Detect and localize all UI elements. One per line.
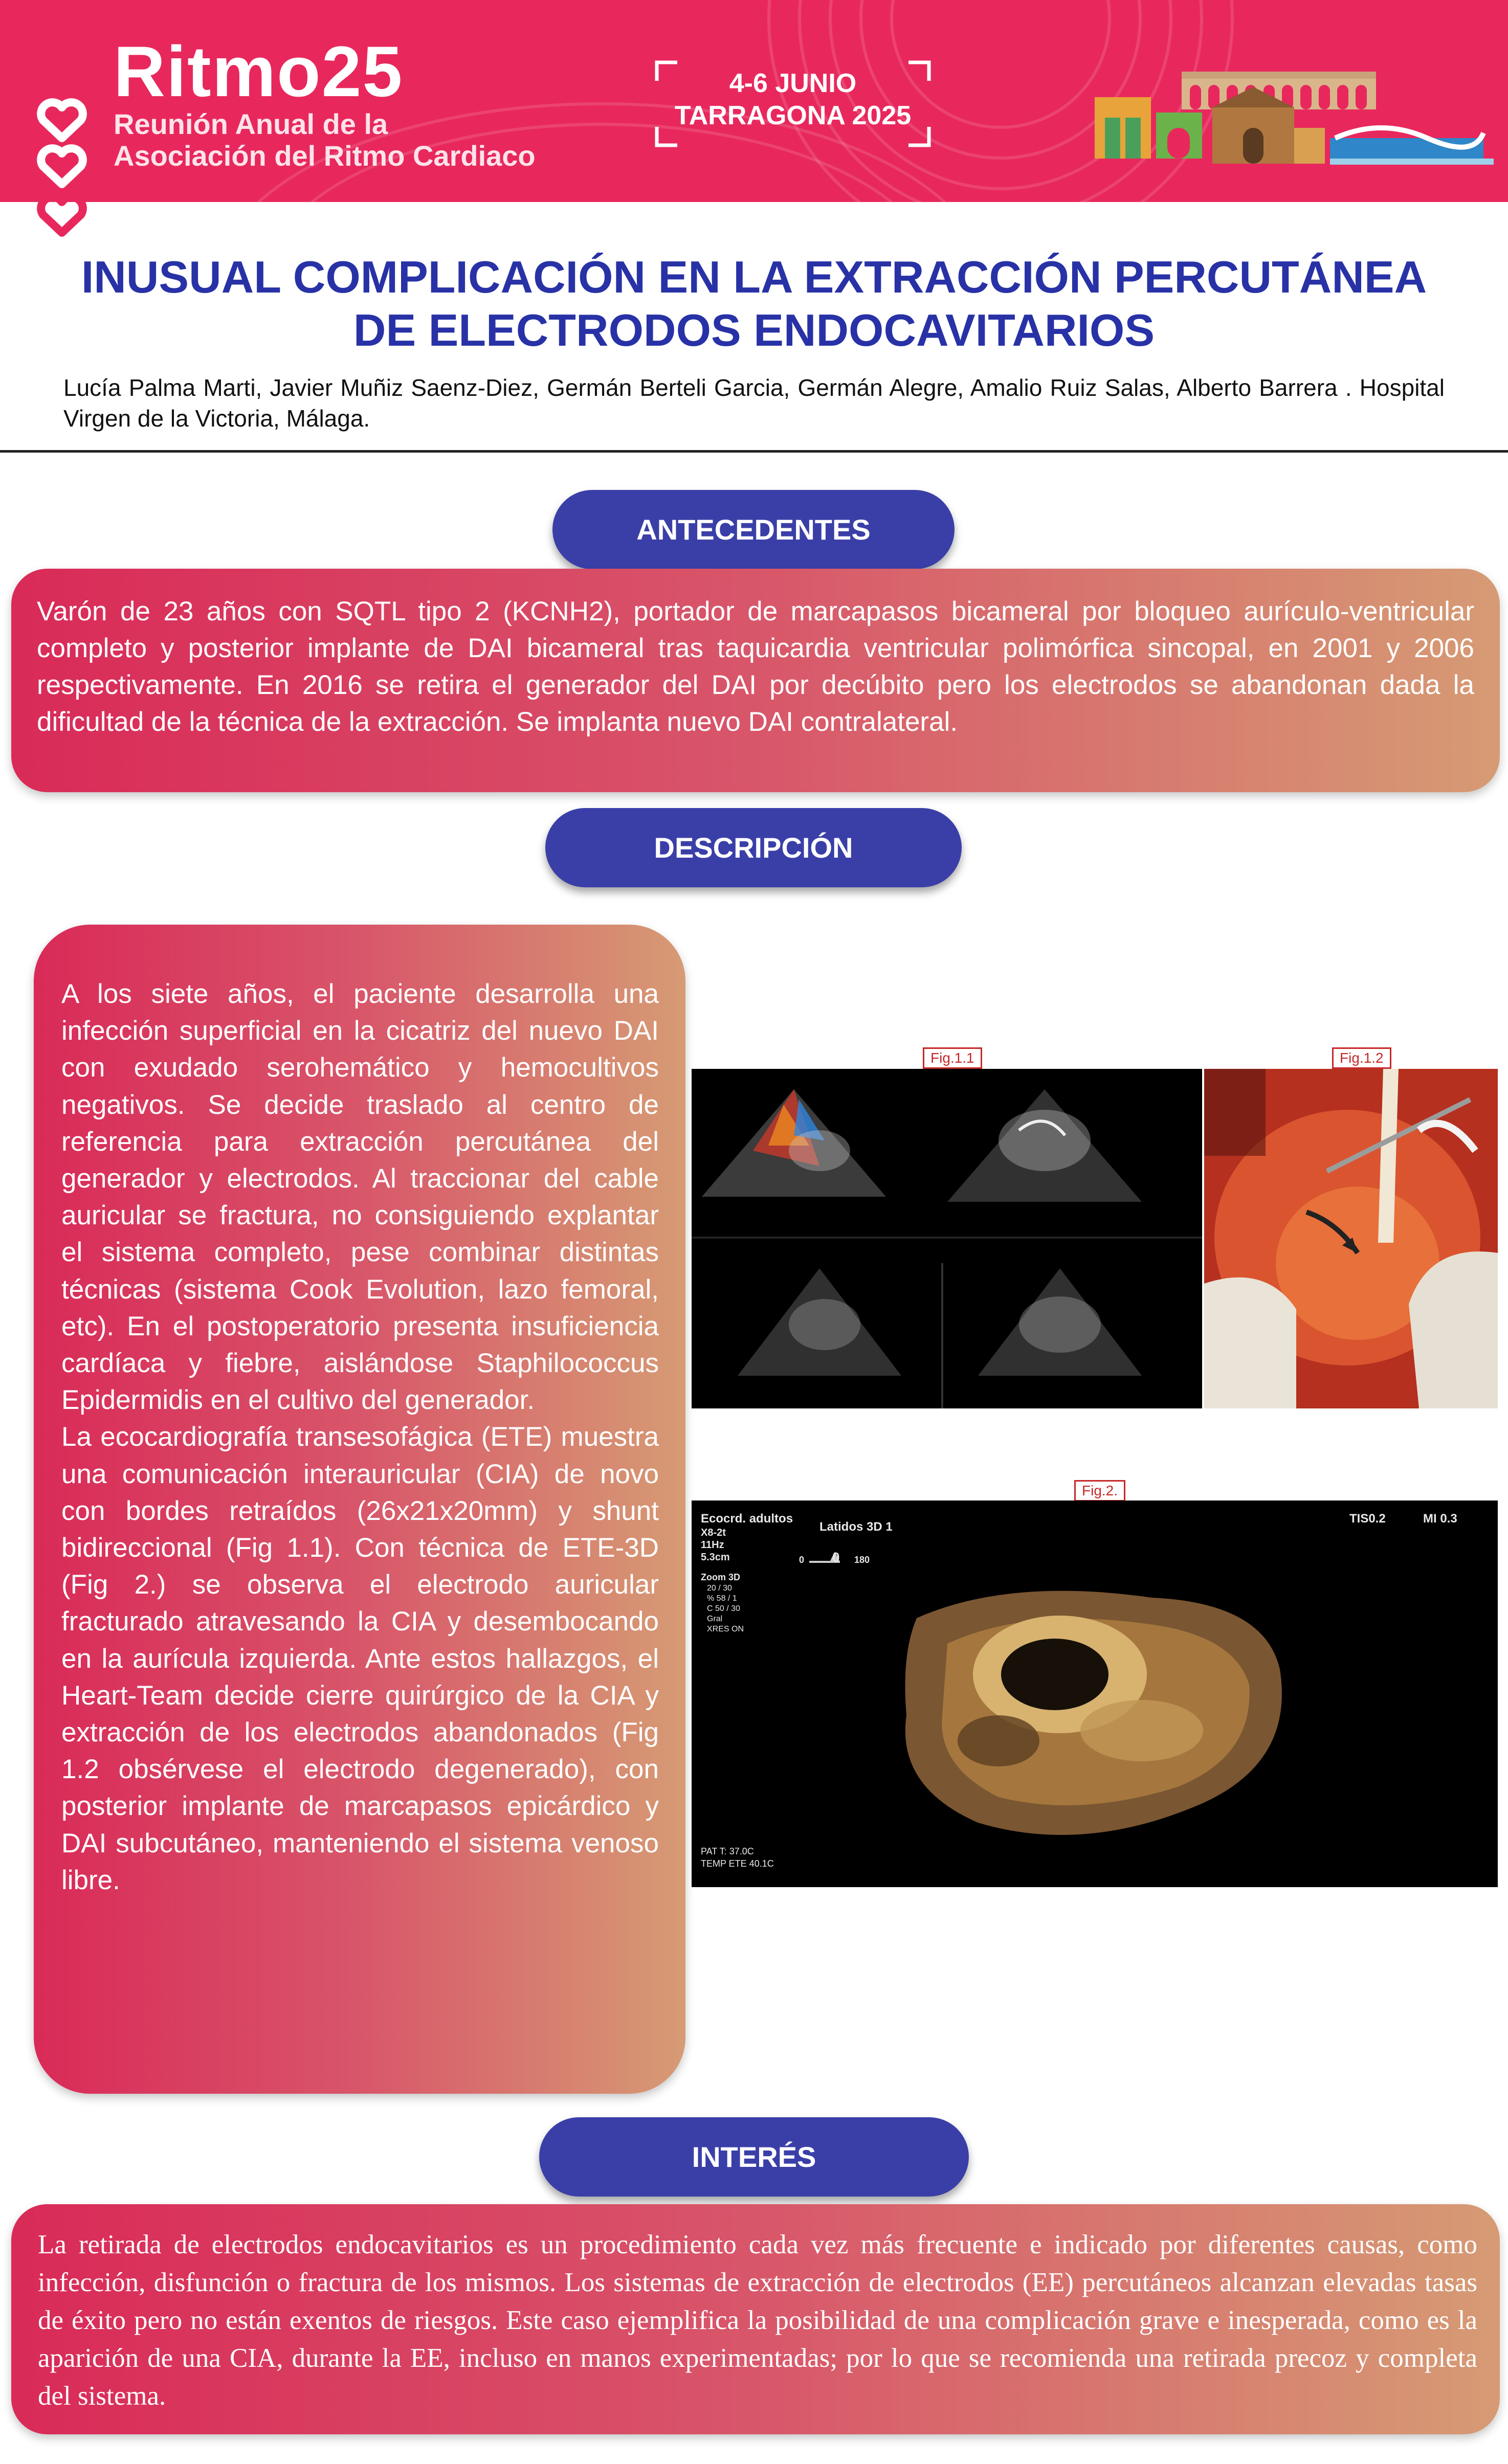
echo-zoom: Zoom 3D	[701, 1572, 741, 1582]
descripcion-paragraph-1: A los siete años, el paciente desarrolla una infección superficial en la cicatriz del nuevo DAI con exudado serohemático y hemocultivos negativos. Se decide traslado al centro de referencia para extracción percutánea del generador y electrodos. Al traccionar del cable auricular se fractura, no consiguiendo explantar el sistema completo, pese combinar distintas técnicas (sistema Cook Evolution, lazo femoral, etc). En el postoperatorio presenta insuficiencia cardíaca y fiebre, aislándose Staphilococcus Epidermidis en el cultivo del generador.	[61, 979, 659, 1416]
antecedentes-box	[11, 569, 1500, 792]
echo-mi: MI 0.3	[1423, 1512, 1457, 1526]
echo-panels-image	[692, 1069, 1202, 1408]
echo-scale-value: 0	[832, 1550, 840, 1565]
figure-1-2-surgery-photo	[1204, 1069, 1498, 1408]
poster-title	[41, 251, 1467, 357]
logo-title: Ritmo25	[114, 31, 404, 111]
poster-title-line2: DE ELECTRODOS ENDOCAVITARIOS	[353, 305, 1155, 355]
figure-label-1-1: Fig.1.1	[923, 1047, 982, 1069]
authors: Lucía Palma Marti, Javier Muñiz Saenz-Diez, Germán Berteli Garcia, Germán Alegre, Amalio Ruiz Salas, Alberto Barrera . Hospital Virgen de la Victoria, Málaga.	[63, 374, 1445, 432]
echo-settings: 20 / 30 % 58 / 1 C 50 / 30 Gral XRES ON	[707, 1584, 744, 1633]
event-dates: 4-6 JUNIO	[729, 69, 857, 98]
antecedentes-text: Varón de 23 años con SQTL tipo 2 (KCNH2), portador de marcapasos bicameral por bloqueo aurículo-ventricular completo y posterior implante de DAI bicameral tras taquicardia ventricular polimórfica sincopal, en 2001 y 2006 respectivamente. En 2016 se retira el generador del DAI por decúbito pero los electrodos se abandonan dada la dificultad de la técnica de la extracción. Se implanta nuevo DAI contralateral.	[37, 596, 1474, 737]
echo-probe: X8-2t	[701, 1527, 726, 1538]
echo-frequency: 11Hz	[701, 1539, 724, 1551]
figure-1-1-echo	[692, 1069, 1202, 1408]
echo-3d-mode: Latidos 3D 1	[819, 1520, 893, 1534]
echo-mode-label: Ecocrd. adultos	[701, 1512, 793, 1526]
surgery-photo-image	[1204, 1069, 1498, 1408]
echo-scale-max: 180	[854, 1555, 870, 1565]
echo-tis: TIS0.2	[1349, 1512, 1386, 1526]
header-banner	[0, 0, 1508, 202]
poster-title-line1: INUSUAL COMPLICACIÓN EN LA EXTRACCIÓN PERCUTÁNEA	[81, 252, 1427, 302]
logo-subtitle-line2: Asociación del Ritmo Cardiaco	[114, 140, 536, 172]
tarragona-monuments-icon	[1095, 61, 1494, 189]
interes-text: La retirada de electrodos endocavitarios es un procedimiento cada vez más frecuente e indicado por diferentes causas, como infección, disfunción o fractura de los mismos. Los sistemas de extracción de electrodos (EE) percutáneos alcanzan elevadas tasas de éxito pero no están exentos de riesgos. Este caso ejemplifica la posibilidad de una complicación grave e inesperada, como es la aparición de una CIA, durante la EE, incluso en manos experimentadas; por lo que se recomienda una retirada precoz y completa del sistema.	[38, 2230, 1477, 2411]
logo-subtitle-line1: Reunión Anual de la	[114, 108, 388, 140]
echo-depth: 5.3cm	[701, 1552, 730, 1563]
section-heading-interes: INTERÉS	[539, 2117, 969, 2197]
figure-label-1-2: Fig.1.2	[1332, 1047, 1391, 1069]
descripcion-paragraph-2: La ecocardiografía transesofágica (ETE) muestra una comunicación interauricular (CIA) de novo con bordes retraídos (26x21x20mm) y shunt bidireccional (Fig 1.1). Con técnica de ETE-3D (Fig 2.) se observa el electrodo auricular fracturado atravesando la CIA y desembocando en la aurícula izquierda. Ante estos hallazgos, el Heart-Team decide cierre quirúrgico de la CIA y extracción de los electrodos abandonados (Fig 1.2 obsérvese el electrodo degenerado), con posterior implante de marcapasos epicárdico y DAI subcutáneo, manteniendo el sistema venoso libre.	[61, 1422, 659, 1895]
event-place: TARRAGONA 2025	[674, 101, 912, 130]
section-heading-descripcion: DESCRIPCIÓN	[545, 808, 962, 887]
interes-box	[11, 2204, 1500, 2434]
echo-patient-temp: PAT T: 37.0C	[701, 1846, 754, 1856]
echo-3d-image	[692, 1500, 1498, 1887]
event-date-frame	[655, 60, 931, 147]
heart-icons	[34, 92, 90, 251]
echo-probe-temp: TEMP ETE 40.1C	[701, 1858, 774, 1869]
descripcion-box	[34, 925, 685, 2094]
figure-2-3d-echo	[692, 1500, 1498, 1887]
figure-label-2: Fig.2.	[1074, 1480, 1125, 1502]
logo-subtitle	[114, 108, 536, 172]
divider	[0, 450, 1508, 453]
section-heading-antecedentes: ANTECEDENTES	[552, 490, 955, 569]
echo-scale-min: 0	[799, 1555, 805, 1565]
